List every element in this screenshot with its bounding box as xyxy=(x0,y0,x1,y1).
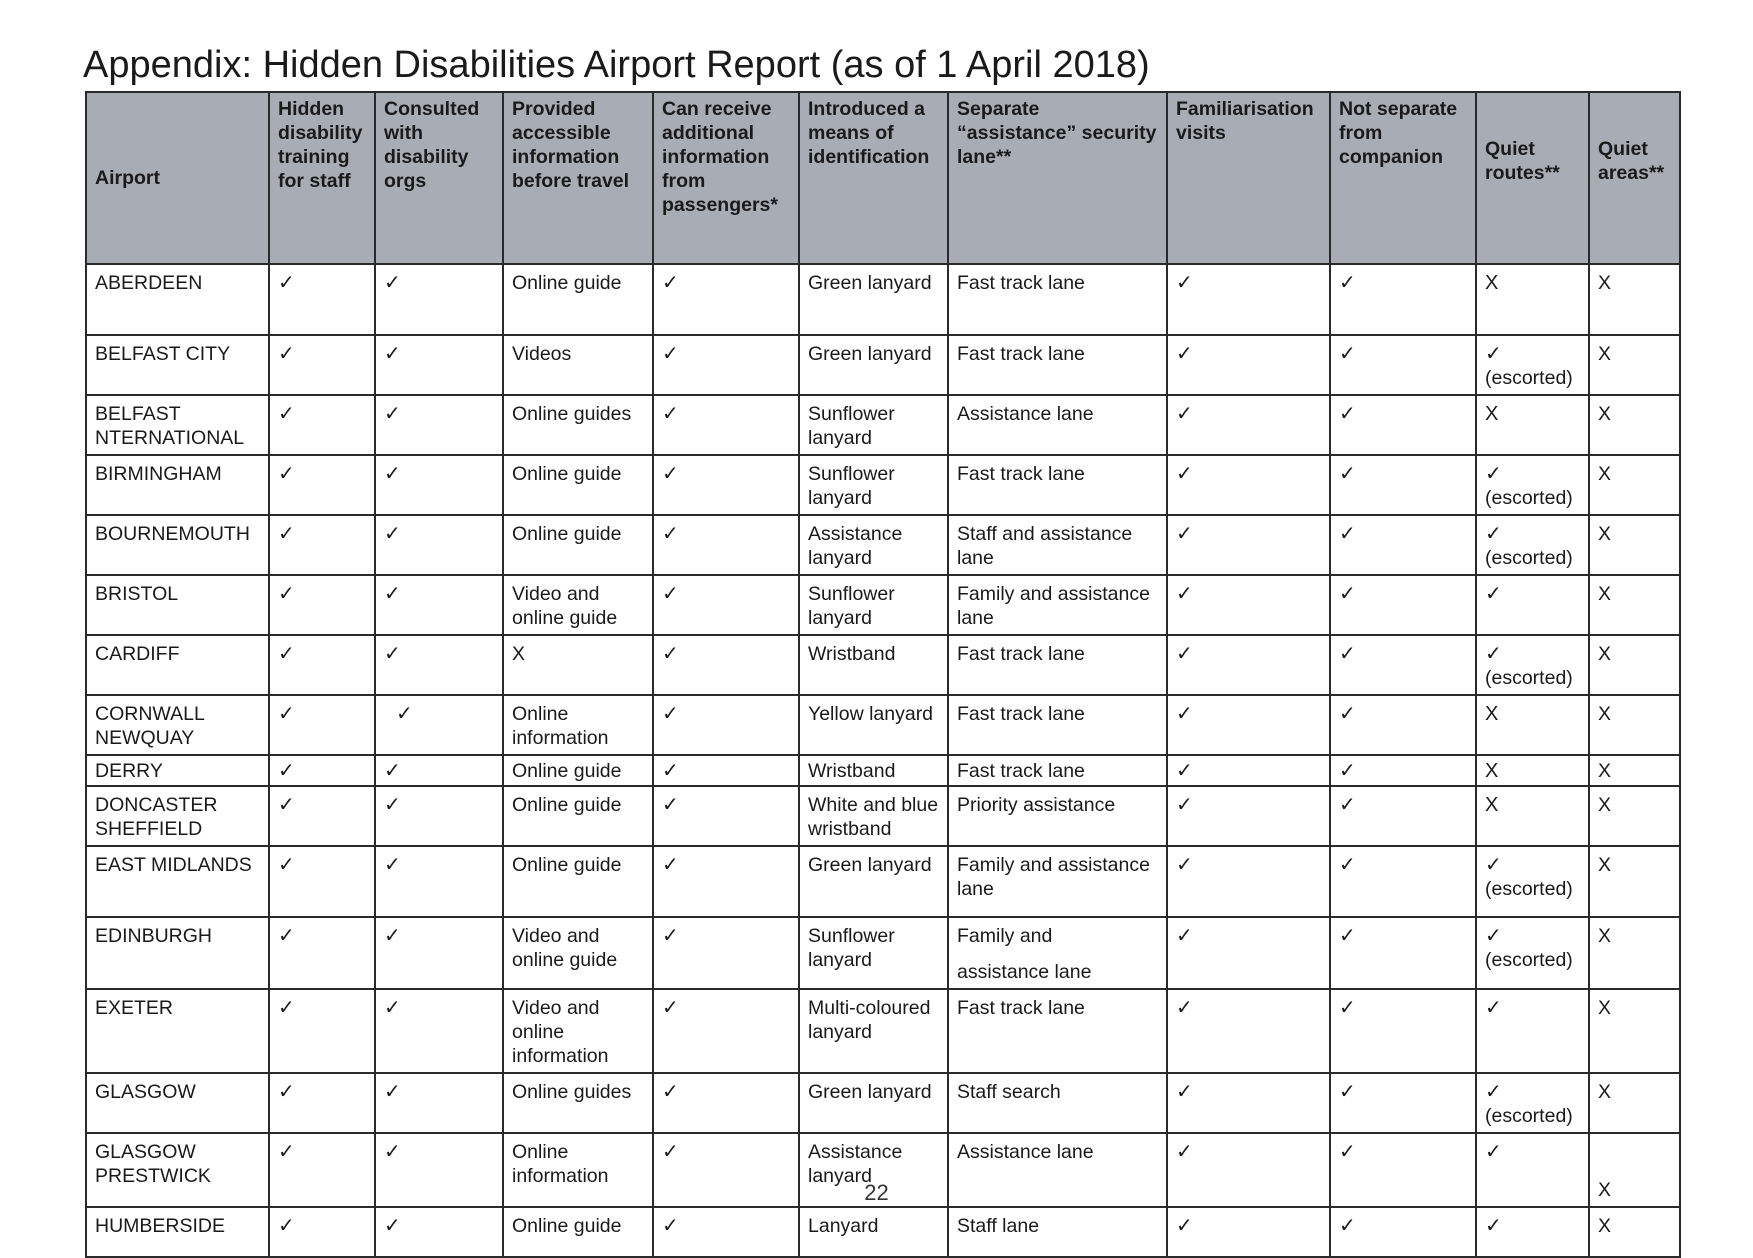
cell-familiarisation: ✓ xyxy=(1167,786,1330,846)
cell-companion: ✓ xyxy=(1330,1133,1476,1207)
table-row xyxy=(86,755,1680,786)
quiet-routes-mark: ✓ xyxy=(1485,997,1502,1019)
cell-additional-info: ✓ xyxy=(653,989,799,1073)
column-header-companion: Not separate from companion xyxy=(1330,92,1476,264)
column-header-familiarisation: Familiarisation visits xyxy=(1167,92,1330,264)
quiet-routes-mark: X xyxy=(1485,272,1499,294)
security-lane-line-2: assistance lane xyxy=(957,961,1092,983)
cell-accessible-info: Online guide xyxy=(503,515,653,575)
cell-accessible-info: Online guide xyxy=(503,755,653,786)
cell-additional-info: ✓ xyxy=(653,1207,799,1257)
cell-consulted: ✓ xyxy=(375,335,503,395)
column-header-training: Hidden disability training for staff xyxy=(269,92,375,264)
cell-companion: ✓ xyxy=(1330,395,1476,455)
cell-additional-info: ✓ xyxy=(653,1073,799,1133)
cell-airport: CARDIFF xyxy=(86,635,269,695)
cell-quiet-areas: X xyxy=(1589,264,1680,335)
page-title: Appendix: Hidden Disabilities Airport Report (as of 1 April 2018) xyxy=(83,44,1150,86)
cell-quiet-routes xyxy=(1476,989,1589,1073)
cell-consulted: ✓ xyxy=(375,575,503,635)
quiet-routes-note: (escorted) xyxy=(1485,949,1573,971)
cell-familiarisation: ✓ xyxy=(1167,264,1330,335)
cell-accessible-info: Online guide xyxy=(503,264,653,335)
table-row xyxy=(86,335,1680,395)
cell-familiarisation: ✓ xyxy=(1167,575,1330,635)
quiet-routes-note: (escorted) xyxy=(1485,367,1573,389)
cell-quiet-routes xyxy=(1476,1207,1589,1257)
cell-quiet-routes xyxy=(1476,335,1589,395)
cell-identification: Sunflower lanyard xyxy=(799,455,948,515)
cell-training: ✓ xyxy=(269,515,375,575)
cell-consulted: ✓ xyxy=(375,264,503,335)
cell-accessible-info: Online guide xyxy=(503,1207,653,1257)
cell-accessible-info: Online information xyxy=(503,695,653,755)
cell-familiarisation: ✓ xyxy=(1167,1073,1330,1133)
cell-airport: GLASGOW PRESTWICK xyxy=(86,1133,269,1207)
cell-airport: ABERDEEN xyxy=(86,264,269,335)
cell-companion: ✓ xyxy=(1330,695,1476,755)
cell-consulted: ✓ xyxy=(375,1207,503,1257)
cell-quiet-routes xyxy=(1476,455,1589,515)
column-header-consulted: Consulted with disability orgs xyxy=(375,92,503,264)
cell-identification: Wristband xyxy=(799,755,948,786)
cell-companion: ✓ xyxy=(1330,755,1476,786)
cell-security-lane: Fast track lane xyxy=(948,755,1167,786)
cell-additional-info: ✓ xyxy=(653,264,799,335)
table-row xyxy=(86,1207,1680,1257)
cell-security-lane: Fast track lane xyxy=(948,695,1167,755)
cell-quiet-areas: X xyxy=(1589,917,1680,989)
quiet-routes-mark: ✓ xyxy=(1485,854,1502,876)
cell-quiet-routes xyxy=(1476,635,1589,695)
cell-accessible-info: Online guides xyxy=(503,1073,653,1133)
quiet-routes-mark: ✓ xyxy=(1485,643,1502,665)
cell-consulted: ✓ xyxy=(375,1133,503,1207)
cell-airport: EXETER xyxy=(86,989,269,1073)
cell-identification: Green lanyard xyxy=(799,264,948,335)
cell-training: ✓ xyxy=(269,755,375,786)
cell-security-lane: Assistance lane xyxy=(948,1133,1167,1207)
cell-familiarisation: ✓ xyxy=(1167,335,1330,395)
cell-consulted: ✓ xyxy=(375,1073,503,1133)
quiet-routes-mark: X xyxy=(1485,403,1499,425)
cell-additional-info: ✓ xyxy=(653,575,799,635)
cell-training: ✓ xyxy=(269,1207,375,1257)
quiet-routes-mark: ✓ xyxy=(1485,1081,1502,1103)
cell-quiet-areas: X xyxy=(1589,846,1680,917)
airport-report-table xyxy=(85,91,1681,1258)
cell-security-lane: Fast track lane xyxy=(948,635,1167,695)
cell-consulted: ✓ xyxy=(375,755,503,786)
cell-airport: BELFAST NTERNATIONAL xyxy=(86,395,269,455)
cell-accessible-info: Online information xyxy=(503,1133,653,1207)
cell-identification: White and blue wristband xyxy=(799,786,948,846)
cell-companion: ✓ xyxy=(1330,1073,1476,1133)
cell-training: ✓ xyxy=(269,1133,375,1207)
cell-companion: ✓ xyxy=(1330,515,1476,575)
cell-familiarisation: ✓ xyxy=(1167,395,1330,455)
cell-identification: Wristband xyxy=(799,635,948,695)
cell-identification: Yellow lanyard xyxy=(799,695,948,755)
cell-quiet-routes xyxy=(1476,575,1589,635)
quiet-routes-mark: X xyxy=(1485,760,1499,782)
cell-accessible-info: Video and online information xyxy=(503,989,653,1073)
cell-quiet-areas: X xyxy=(1589,1073,1680,1133)
quiet-routes-mark: ✓ xyxy=(1485,925,1502,947)
cell-security-lane: Fast track lane xyxy=(948,264,1167,335)
table-row xyxy=(86,515,1680,575)
cell-accessible-info: Online guide xyxy=(503,455,653,515)
cell-consulted: ✓ xyxy=(375,515,503,575)
column-header-quiet-routes: Quiet routes** xyxy=(1476,92,1589,264)
cell-consulted: ✓ xyxy=(375,989,503,1073)
cell-familiarisation: ✓ xyxy=(1167,1133,1330,1207)
cell-familiarisation: ✓ xyxy=(1167,989,1330,1073)
quiet-routes-mark: X xyxy=(1485,794,1499,816)
table-row xyxy=(86,989,1680,1073)
cell-quiet-areas: X xyxy=(1589,575,1680,635)
cell-accessible-info: Online guide xyxy=(503,786,653,846)
quiet-areas-mark: X xyxy=(1598,1179,1612,1201)
cell-security-lane: Fast track lane xyxy=(948,455,1167,515)
quiet-routes-mark: X xyxy=(1485,703,1499,725)
column-header-airport: Airport xyxy=(86,92,269,264)
cell-training: ✓ xyxy=(269,695,375,755)
cell-airport: BELFAST CITY xyxy=(86,335,269,395)
page-number: 22 xyxy=(864,1180,889,1205)
cell-security-lane: Assistance lane xyxy=(948,395,1167,455)
cell-familiarisation: ✓ xyxy=(1167,846,1330,917)
column-header-accessible-info: Provided accessible information before travel xyxy=(503,92,653,264)
cell-consulted: ✓ xyxy=(375,917,503,989)
cell-familiarisation: ✓ xyxy=(1167,917,1330,989)
cell-identification: Sunflower lanyard xyxy=(799,575,948,635)
cell-airport: BIRMINGHAM xyxy=(86,455,269,515)
table-row xyxy=(86,846,1680,917)
quiet-routes-mark: ✓ xyxy=(1485,1141,1502,1163)
cell-training: ✓ xyxy=(269,786,375,846)
cell-training: ✓ xyxy=(269,635,375,695)
cell-training: ✓ xyxy=(269,395,375,455)
cell-consulted: ✓ xyxy=(375,455,503,515)
cell-additional-info: ✓ xyxy=(653,335,799,395)
cell-security-lane: Family and assistance lane xyxy=(948,575,1167,635)
cell-additional-info: ✓ xyxy=(653,846,799,917)
cell-companion: ✓ xyxy=(1330,455,1476,515)
cell-training: ✓ xyxy=(269,455,375,515)
cell-quiet-areas: X xyxy=(1589,515,1680,575)
cell-quiet-routes xyxy=(1476,917,1589,989)
cell-identification: Assistance lanyard xyxy=(799,515,948,575)
table-row xyxy=(86,575,1680,635)
cell-training: ✓ xyxy=(269,917,375,989)
header-row xyxy=(86,92,1680,264)
cell-training: ✓ xyxy=(269,989,375,1073)
cell-airport: CORNWALL NEWQUAY xyxy=(86,695,269,755)
cell-security-lane: Fast track lane xyxy=(948,989,1167,1073)
cell-airport: DONCASTER SHEFFIELD xyxy=(86,786,269,846)
cell-quiet-areas: X xyxy=(1589,989,1680,1073)
cell-airport: BOURNEMOUTH xyxy=(86,515,269,575)
column-header-security-lane: Separate “assistance” security lane** xyxy=(948,92,1167,264)
cell-airport: GLASGOW xyxy=(86,1073,269,1133)
cell-companion: ✓ xyxy=(1330,575,1476,635)
cell-consulted: ✓ xyxy=(375,395,503,455)
cell-quiet-areas: X xyxy=(1589,395,1680,455)
cell-airport: DERRY xyxy=(86,755,269,786)
cell-accessible-info: Online guide xyxy=(503,846,653,917)
cell-quiet-routes xyxy=(1476,786,1589,846)
quiet-routes-note: (escorted) xyxy=(1485,547,1573,569)
cell-additional-info: ✓ xyxy=(653,755,799,786)
cell-additional-info: ✓ xyxy=(653,515,799,575)
cell-quiet-routes xyxy=(1476,695,1589,755)
cell-identification: Multi-coloured lanyard xyxy=(799,989,948,1073)
cell-identification: Sunflower lanyard xyxy=(799,395,948,455)
table-row xyxy=(86,1073,1680,1133)
quiet-routes-mark: ✓ xyxy=(1485,343,1502,365)
cell-security-lane: Staff search xyxy=(948,1073,1167,1133)
table-row xyxy=(86,786,1680,846)
cell-companion: ✓ xyxy=(1330,786,1476,846)
cell-security-lane: Priority assistance xyxy=(948,786,1167,846)
quiet-routes-mark: ✓ xyxy=(1485,523,1502,545)
cell-additional-info: ✓ xyxy=(653,786,799,846)
cell-security-lane xyxy=(948,917,1167,989)
quiet-routes-note: (escorted) xyxy=(1485,487,1573,509)
cell-additional-info: ✓ xyxy=(653,455,799,515)
cell-training: ✓ xyxy=(269,1073,375,1133)
cell-quiet-routes xyxy=(1476,1073,1589,1133)
cell-training: ✓ xyxy=(269,846,375,917)
cell-quiet-areas: X xyxy=(1589,755,1680,786)
cell-airport: BRISTOL xyxy=(86,575,269,635)
cell-training: ✓ xyxy=(269,575,375,635)
cell-consulted: ✓ xyxy=(375,786,503,846)
quiet-routes-mark: ✓ xyxy=(1485,1215,1502,1237)
cell-additional-info: ✓ xyxy=(653,695,799,755)
cell-training: ✓ xyxy=(269,264,375,335)
cell-quiet-areas: X xyxy=(1589,786,1680,846)
cell-consulted: ✓ xyxy=(375,635,503,695)
cell-quiet-routes xyxy=(1476,395,1589,455)
cell-familiarisation: ✓ xyxy=(1167,695,1330,755)
cell-identification: Green lanyard xyxy=(799,846,948,917)
cell-training: ✓ xyxy=(269,335,375,395)
table-row xyxy=(86,455,1680,515)
cell-consulted: ✓ xyxy=(375,846,503,917)
cell-airport: EDINBURGH xyxy=(86,917,269,989)
cell-quiet-areas: X xyxy=(1589,335,1680,395)
cell-accessible-info: X xyxy=(503,635,653,695)
cell-accessible-info: Online guides xyxy=(503,395,653,455)
cell-familiarisation: ✓ xyxy=(1167,1207,1330,1257)
quiet-routes-note: (escorted) xyxy=(1485,667,1573,689)
cell-quiet-areas: X xyxy=(1589,455,1680,515)
cell-airport: HUMBERSIDE xyxy=(86,1207,269,1257)
cell-identification: Assistance lanyard xyxy=(799,1133,948,1207)
cell-identification: Lanyard xyxy=(799,1207,948,1257)
cell-companion: ✓ xyxy=(1330,989,1476,1073)
cell-identification: Green lanyard xyxy=(799,1073,948,1133)
table-row xyxy=(86,695,1680,755)
cell-security-lane: Fast track lane xyxy=(948,335,1167,395)
table-row xyxy=(86,917,1680,989)
column-header-identification: Introduced a means of identification xyxy=(799,92,948,264)
cell-companion: ✓ xyxy=(1330,1207,1476,1257)
cell-familiarisation: ✓ xyxy=(1167,755,1330,786)
cell-security-lane: Staff lane xyxy=(948,1207,1167,1257)
cell-additional-info: ✓ xyxy=(653,395,799,455)
cell-quiet-areas: X xyxy=(1589,695,1680,755)
column-header-additional-info: Can receive additional information from passengers* xyxy=(653,92,799,264)
cell-accessible-info: Video and online guide xyxy=(503,575,653,635)
cell-airport: EAST MIDLANDS xyxy=(86,846,269,917)
cell-identification: Green lanyard xyxy=(799,335,948,395)
cell-companion: ✓ xyxy=(1330,846,1476,917)
cell-additional-info: ✓ xyxy=(653,1133,799,1207)
cell-quiet-routes xyxy=(1476,755,1589,786)
quiet-routes-mark: ✓ xyxy=(1485,463,1502,485)
cell-familiarisation: ✓ xyxy=(1167,455,1330,515)
table-row xyxy=(86,395,1680,455)
cell-quiet-areas: X xyxy=(1589,1207,1680,1257)
cell-quiet-areas: X xyxy=(1589,635,1680,695)
table-row xyxy=(86,635,1680,695)
cell-familiarisation: ✓ xyxy=(1167,515,1330,575)
quiet-routes-note: (escorted) xyxy=(1485,878,1573,900)
cell-companion: ✓ xyxy=(1330,335,1476,395)
cell-security-lane: Family and assistance lane xyxy=(948,846,1167,917)
cell-quiet-routes xyxy=(1476,515,1589,575)
cell-quiet-routes xyxy=(1476,264,1589,335)
cell-additional-info: ✓ xyxy=(653,635,799,695)
cell-familiarisation: ✓ xyxy=(1167,635,1330,695)
cell-companion: ✓ xyxy=(1330,264,1476,335)
cell-companion: ✓ xyxy=(1330,917,1476,989)
cell-identification: Sunflower lanyard xyxy=(799,917,948,989)
cell-additional-info: ✓ xyxy=(653,917,799,989)
cell-accessible-info: Videos xyxy=(503,335,653,395)
cell-security-lane: Staff and assistance lane xyxy=(948,515,1167,575)
quiet-routes-mark: ✓ xyxy=(1485,583,1502,605)
cell-companion: ✓ xyxy=(1330,635,1476,695)
cell-quiet-routes xyxy=(1476,846,1589,917)
cell-accessible-info: Video and online guide xyxy=(503,917,653,989)
quiet-routes-note: (escorted) xyxy=(1485,1105,1573,1127)
security-lane-line-1: Family and xyxy=(957,925,1053,947)
cell-consulted: ✓ xyxy=(375,695,503,755)
table-row xyxy=(86,264,1680,335)
column-header-quiet-areas: Quiet areas** xyxy=(1589,92,1680,264)
